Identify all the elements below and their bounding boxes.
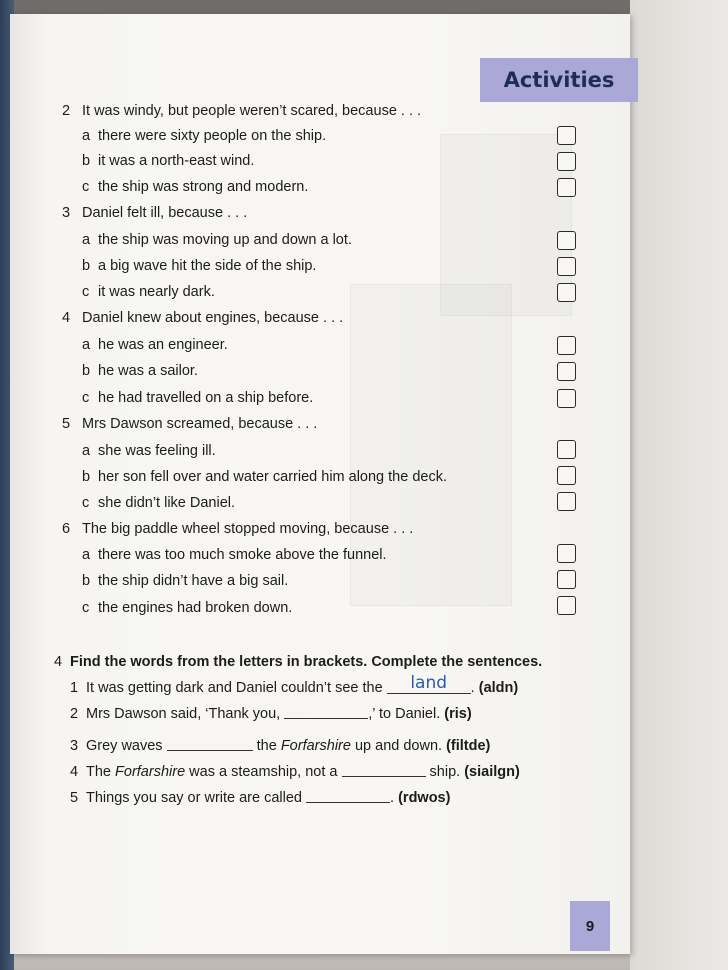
answer-blank-1[interactable]: [387, 673, 471, 694]
facing-page-edge: [630, 0, 728, 970]
question-2: [62, 102, 421, 120]
sentence-text-after: up and down.: [354, 738, 443, 754]
sentence-text-after: ,’ to Daniel.: [368, 706, 441, 722]
option-text: he was an engineer.: [98, 337, 228, 353]
option-4c: [82, 389, 313, 407]
exercise-number: 4: [54, 654, 63, 670]
option-text: it was a north-east wind.: [98, 153, 255, 169]
page-number-tab: [570, 901, 610, 951]
option-3a: [82, 231, 352, 249]
option-letter: a: [82, 337, 91, 353]
option-letter: b: [82, 153, 91, 169]
option-letter: a: [82, 547, 91, 563]
letter-clue: (ris): [444, 706, 472, 722]
option-letter: c: [82, 284, 90, 300]
question-6: [62, 520, 413, 538]
sentence-1: [70, 673, 519, 697]
option-text: she didn’t like Daniel.: [98, 495, 236, 511]
question-number: 4: [62, 310, 71, 326]
option-3c: [82, 283, 215, 301]
answer-blank-4[interactable]: [342, 762, 426, 777]
option-letter: b: [82, 469, 91, 485]
checkbox-5c[interactable]: [557, 492, 576, 511]
sentence-2: [70, 703, 472, 723]
question-number: 3: [62, 205, 71, 221]
letter-clue: (rdwos): [398, 790, 451, 806]
sentence-number: 5: [70, 790, 79, 806]
checkbox-3b[interactable]: [557, 257, 576, 276]
option-text: her son fell over and water carried him along the deck.: [98, 469, 447, 485]
option-letter: c: [82, 390, 90, 406]
checkbox-6b[interactable]: [557, 570, 576, 589]
sentence-5: [70, 787, 450, 807]
option-4a: [82, 336, 228, 354]
sentence-text-after: .: [390, 790, 395, 806]
checkbox-2a[interactable]: [557, 126, 576, 145]
option-letter: b: [82, 363, 91, 379]
sentence-number: 1: [70, 680, 79, 696]
exercise-4-heading: [54, 654, 542, 670]
answer-blank-3[interactable]: [167, 736, 253, 751]
option-2c: [82, 178, 308, 196]
sentence-text-before: Things you say or write are called: [86, 790, 302, 806]
sentence-text-before-pre: The: [86, 764, 111, 780]
option-6b: [82, 572, 288, 590]
checkbox-2b[interactable]: [557, 152, 576, 171]
question-stem: Mrs Dawson screamed, because . . .: [82, 416, 318, 432]
option-text: a big wave hit the side of the ship.: [98, 258, 317, 274]
option-text: the ship didn’t have a big sail.: [98, 573, 289, 589]
option-6a: [82, 546, 387, 564]
option-letter: a: [82, 128, 91, 144]
sentence-number: 3: [70, 738, 79, 754]
option-4b: [82, 362, 198, 380]
checkbox-2c[interactable]: [557, 178, 576, 197]
option-text: it was nearly dark.: [98, 284, 215, 300]
option-2b: [82, 152, 254, 170]
ship-name: Forfarshire: [115, 764, 186, 780]
option-6c: [82, 599, 292, 617]
sentence-number: 2: [70, 706, 79, 722]
question-number: 6: [62, 521, 71, 537]
option-text: there were sixty people on the ship.: [98, 128, 327, 144]
option-text: he had travelled on a ship before.: [98, 390, 314, 406]
checkbox-3a[interactable]: [557, 231, 576, 250]
option-5a: [82, 442, 216, 460]
handwritten-answer: land: [410, 673, 448, 693]
sentence-4: [70, 761, 520, 781]
option-5b: [82, 468, 447, 486]
checkbox-4a[interactable]: [557, 336, 576, 355]
exercise-instruction: Find the words from the letters in brackets. Complete the sentences.: [70, 654, 543, 670]
sentence-text-before: Mrs Dawson said, ‘Thank you,: [86, 706, 281, 722]
letter-clue: (siailgn): [464, 764, 520, 780]
checkbox-4c[interactable]: [557, 389, 576, 408]
option-letter: c: [82, 495, 90, 511]
letter-clue: (filtde): [446, 738, 491, 754]
activities-tab: [480, 58, 638, 102]
sentence-text-after: ship.: [429, 764, 461, 780]
page-number: 9: [585, 917, 595, 935]
sentence-text-before: It was getting dark and Daniel couldn’t see the: [86, 680, 383, 696]
question-stem: Daniel felt ill, because . . .: [82, 205, 248, 221]
option-text: there was too much smoke above the funnel.: [98, 547, 387, 563]
option-text: the ship was moving up and down a lot.: [98, 232, 352, 248]
checkbox-5a[interactable]: [557, 440, 576, 459]
option-letter: c: [82, 179, 90, 195]
checkbox-6c[interactable]: [557, 596, 576, 615]
question-stem: It was windy, but people weren’t scared, because . . .: [82, 103, 422, 119]
question-3: [62, 204, 247, 222]
letter-clue: (aldn): [478, 680, 519, 696]
sentence-text-after: .: [470, 680, 475, 696]
option-text: the ship was strong and modern.: [98, 179, 309, 195]
question-number: 5: [62, 416, 71, 432]
question-4: [62, 309, 343, 327]
option-text: the engines had broken down.: [98, 600, 293, 616]
option-letter: b: [82, 573, 91, 589]
question-number: 2: [62, 103, 71, 119]
answer-blank-2[interactable]: [284, 704, 368, 719]
checkbox-3c[interactable]: [557, 283, 576, 302]
option-3b: [82, 257, 316, 275]
question-stem: Daniel knew about engines, because . . .: [82, 310, 344, 326]
option-text: he was a sailor.: [98, 363, 198, 379]
activities-title: Activities: [503, 68, 615, 92]
sentence-text-before: was a steamship, not a: [189, 764, 338, 780]
option-2a: [82, 127, 326, 145]
question-5: [62, 415, 317, 433]
option-letter: c: [82, 600, 90, 616]
sentence-text-before: Grey waves: [86, 738, 163, 754]
sentence-text-after-pre: the: [256, 738, 277, 754]
option-5c: [82, 494, 235, 512]
checkbox-5b[interactable]: [557, 466, 576, 485]
workbook-page: [10, 14, 630, 954]
question-stem: The big paddle wheel stopped moving, because . . .: [82, 521, 414, 537]
option-letter: b: [82, 258, 91, 274]
option-letter: a: [82, 232, 91, 248]
answer-blank-5[interactable]: [306, 788, 390, 803]
option-text: she was feeling ill.: [98, 443, 216, 459]
checkbox-4b[interactable]: [557, 362, 576, 381]
sentence-3: [70, 735, 490, 755]
checkbox-6a[interactable]: [557, 544, 576, 563]
ship-name: Forfarshire: [280, 738, 351, 754]
sentence-number: 4: [70, 764, 79, 780]
option-letter: a: [82, 443, 91, 459]
